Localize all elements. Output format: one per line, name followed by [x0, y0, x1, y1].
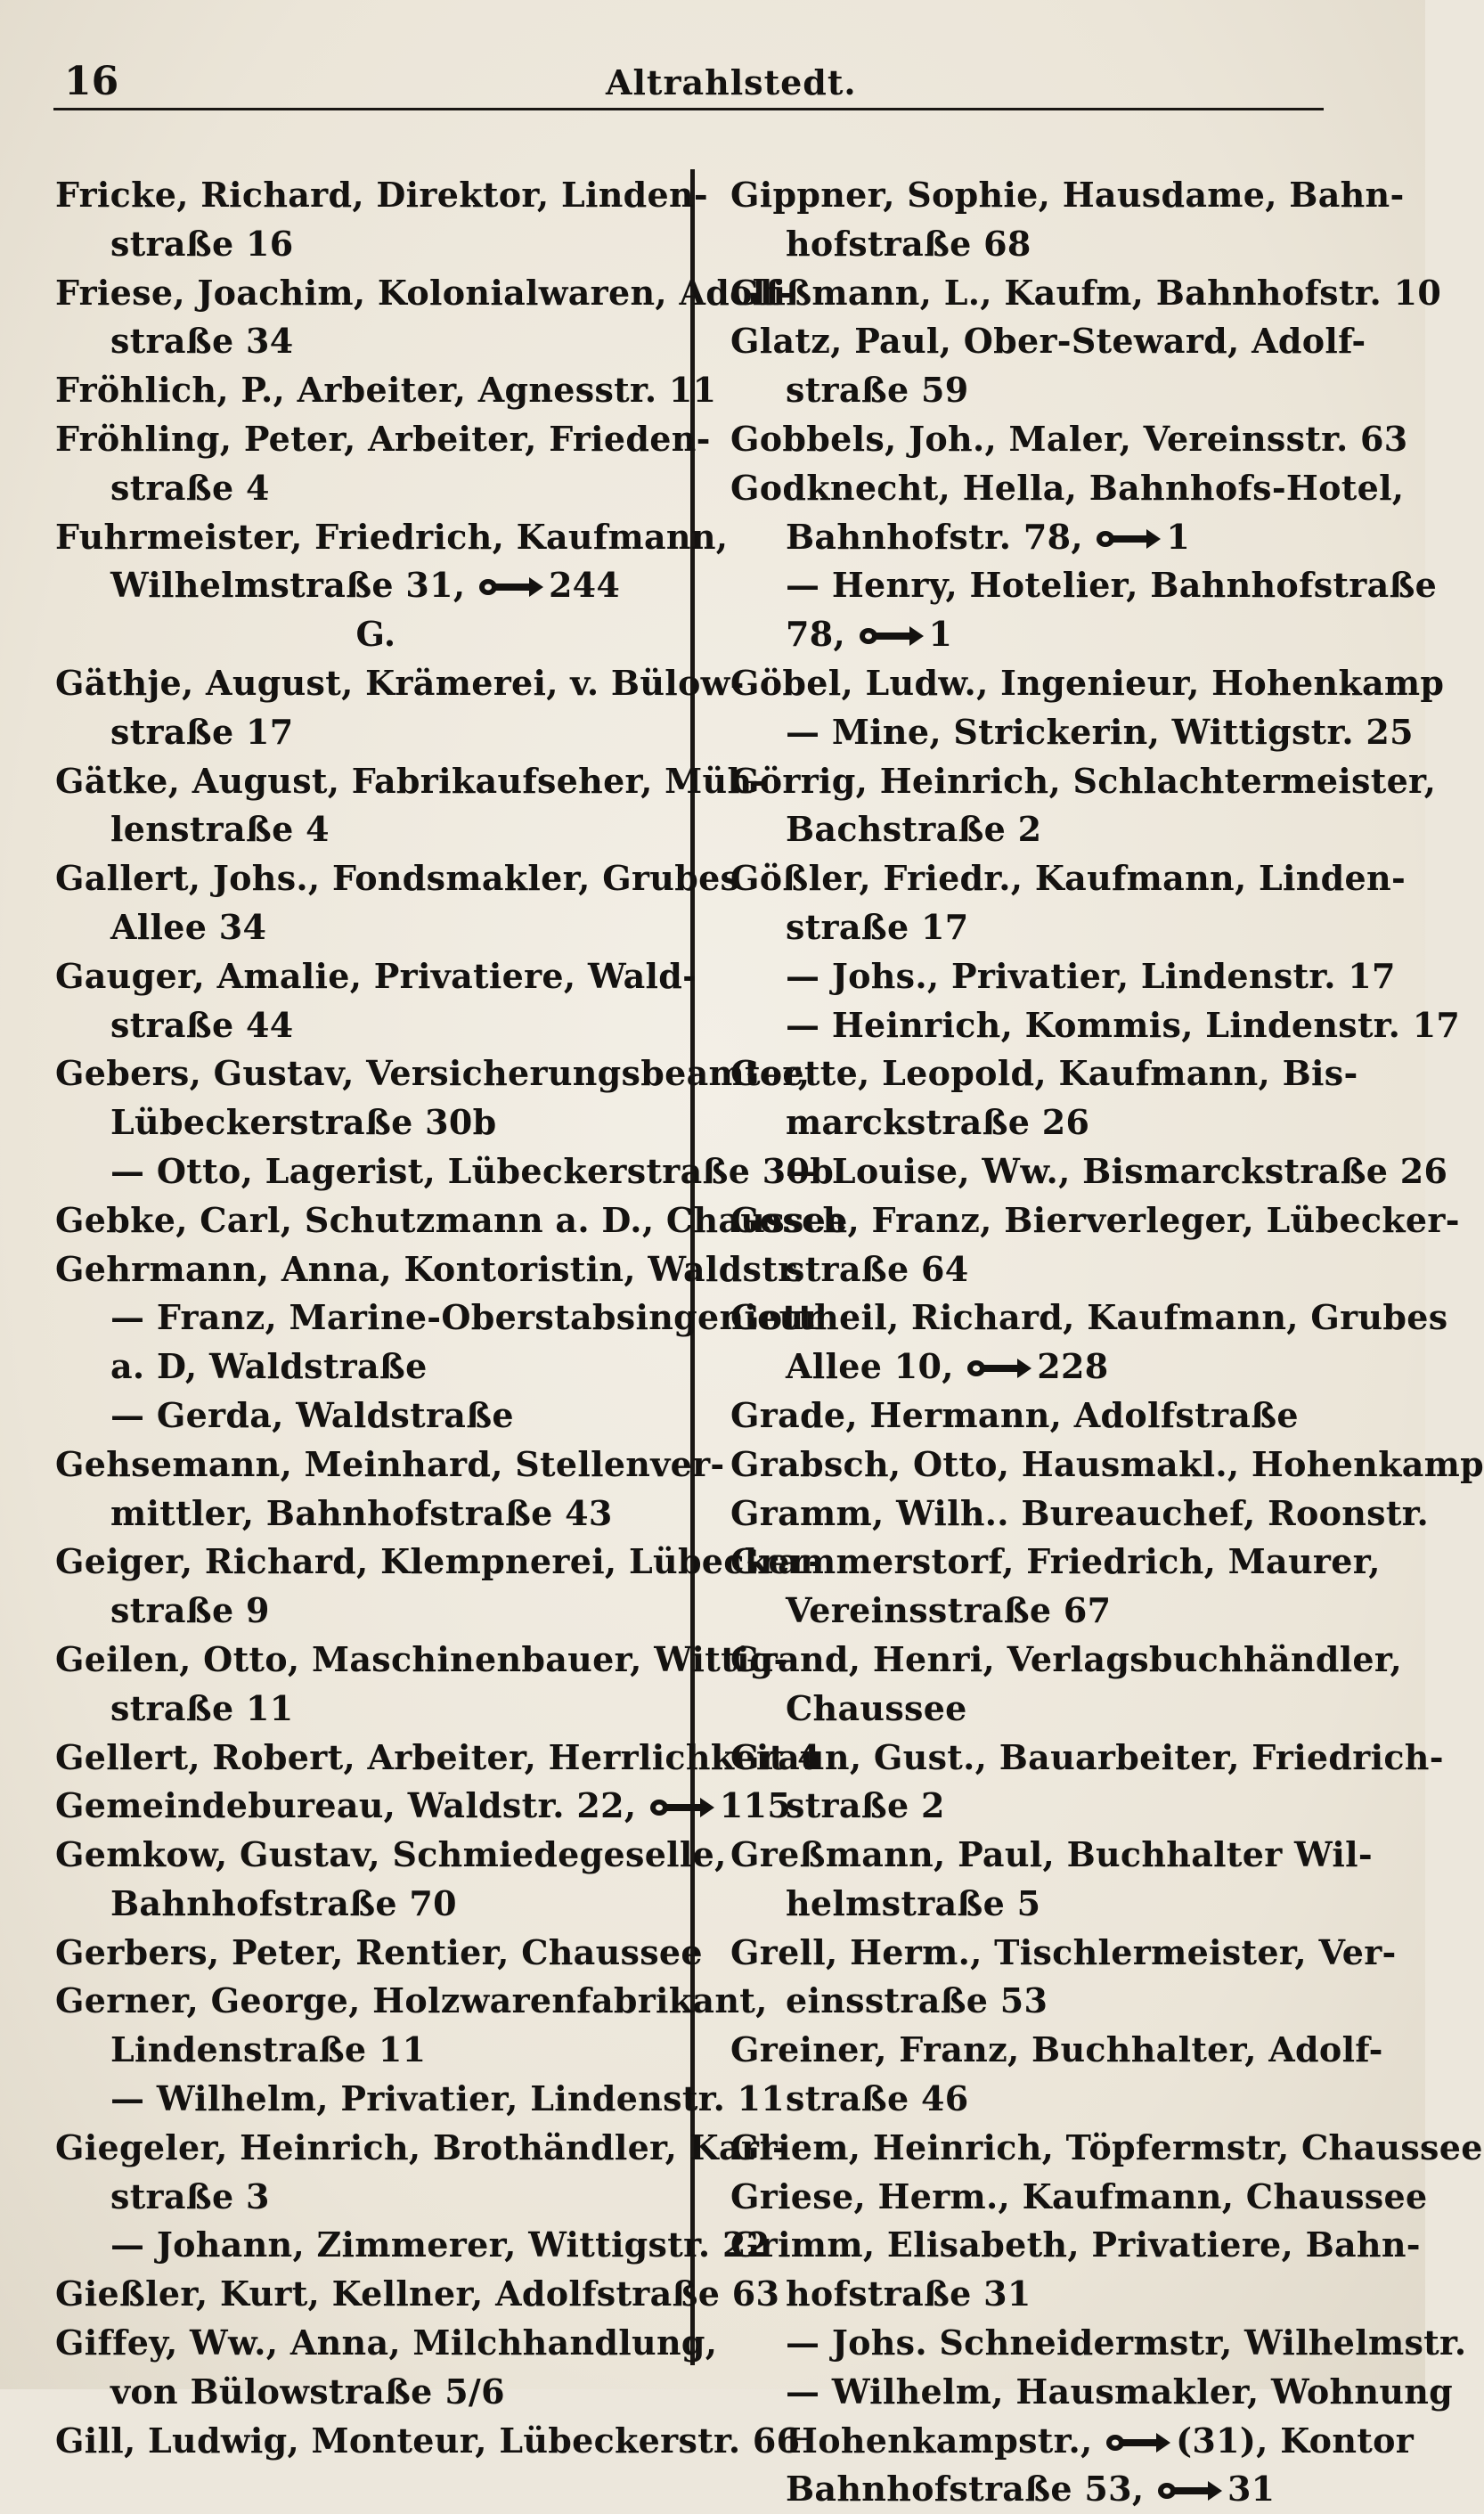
telephone-key-icon [1156, 2479, 1222, 2502]
line-text: a. D, Waldstraße [110, 1346, 428, 1387]
telephone-key-icon [648, 1796, 714, 1819]
line-text: von Bülowstraße 5/6 [110, 2371, 505, 2412]
directory-line [730, 1831, 1390, 1880]
line-text: Allee 10, [786, 1346, 954, 1387]
directory-line [730, 708, 1414, 757]
directory-line [730, 2173, 1428, 2222]
directory-line [730, 1147, 1448, 1196]
telephone-number: 1 [1166, 516, 1191, 557]
telephone-key-icon [858, 624, 924, 648]
directory-line [730, 610, 1390, 659]
directory-line [55, 2173, 697, 2222]
line-text: straße 64 [786, 1248, 969, 1289]
line-text: Gößler, Friedr., Kaufmann, Linden- [730, 858, 1407, 899]
line-text: — Franz, Marine-Oberstabsingenieur [110, 1297, 822, 1338]
telephone-key-icon [1095, 527, 1161, 551]
section-letter [55, 610, 697, 659]
line-text: Gäthje, August, Krämerei, v. Bülow- [55, 662, 745, 703]
directory-line [55, 317, 697, 366]
line-text: Gätke, August, Fabrikaufseher, Müh- [55, 760, 767, 801]
directory-line [55, 708, 697, 757]
telephone-number: 244 [548, 565, 621, 606]
line-text: — Otto, Lagerist, Lübeckerstraße 30b [110, 1150, 835, 1191]
telephone-number: 115 [719, 1785, 792, 1826]
line-text: Gehsemann, Meinhard, Stellenver- [55, 1443, 725, 1484]
line-text: — Wilhelm, Hausmakler, Wohnung [786, 2371, 1454, 2412]
directory-line [55, 2368, 697, 2417]
directory-line [55, 561, 697, 610]
line-text: straße 59 [786, 370, 969, 411]
directory-line [730, 1782, 1390, 1831]
line-text: Fröhling, Peter, Arbeiter, Frieden- [55, 418, 711, 459]
line-text: Hohenkampstr., [786, 2420, 1093, 2461]
telephone-key-icon [966, 1357, 1031, 1380]
line-text: Chaussee [786, 1687, 967, 1728]
directory-line [55, 854, 740, 903]
line-text: Bahnhofstraße 70 [110, 1882, 457, 1923]
line-text: Grade, Hermann, Adolfstraße [730, 1394, 1299, 1435]
line-text: Gehrmann, Anna, Kontoristin, Waldstr. [55, 1248, 805, 1289]
right-column [730, 171, 1484, 2514]
line-text: — Henry, Hotelier, Bahnhofstraße [786, 565, 1438, 606]
directory-line [730, 1929, 1397, 1978]
directory-line [55, 513, 729, 562]
line-text: Greiner, Franz, Buchhalter, Adolf- [730, 2029, 1383, 2070]
line-text: Grimm, Elisabeth, Privatiere, Bahn- [730, 2224, 1421, 2265]
directory-line [55, 1098, 697, 1147]
directory-line [55, 1196, 848, 1245]
line-text: Gallert, Johs., Fondsmakler, Grubes [55, 858, 740, 899]
line-text: Gellert, Robert, Arbeiter, Herrlichkeit 4 [55, 1736, 821, 1777]
directory-line [55, 2221, 771, 2270]
directory-line [730, 952, 1396, 1001]
header-rule [53, 108, 1324, 110]
line-text: Gosch, Franz, Bierverleger, Lübecker- [730, 1199, 1460, 1240]
line-text: Gießler, Kurt, Kellner, Adolfstraße 63 [55, 2273, 780, 2314]
line-text: — Gerda, Waldstraße [110, 1394, 514, 1435]
directory-line [730, 1001, 1461, 1050]
directory-line [730, 2368, 1454, 2417]
telephone-number: 31 [1227, 2469, 1276, 2510]
line-text: Giegeler, Heinrich, Brothändler, Karl- [55, 2126, 787, 2167]
directory-line [730, 1734, 1444, 1783]
line-text: Gill, Ludwig, Monteur, Lübeckerstr. 66 [55, 2420, 801, 2461]
page-title: Altrahlstedt. [606, 62, 857, 102]
line-text: straße 9 [110, 1590, 270, 1631]
line-text: Fröhlich, P., Arbeiter, Agnesstr. 11 [55, 370, 717, 411]
line-text: Geilen, Otto, Maschinenbauer, Wittig- [55, 1638, 788, 1679]
directory-line [730, 1685, 1390, 1734]
directory-line [55, 952, 697, 1001]
directory-line [55, 2417, 801, 2466]
directory-line [55, 1441, 725, 1490]
line-text: — Johann, Zimmerer, Wittigstr. 22 [110, 2224, 771, 2265]
line-text: helmstraße 5 [786, 1882, 1041, 1923]
directory-line [730, 1880, 1390, 1929]
directory-line [55, 1294, 822, 1343]
line-text: lenstraße 4 [110, 809, 330, 850]
line-text: Geiger, Richard, Klempnerei, Lübecker- [55, 1541, 823, 1582]
line-text: Lübeckerstraße 30b [110, 1102, 497, 1143]
line-text: Gebke, Carl, Schutzmann a. D., Chaussee [55, 1199, 848, 1240]
directory-line [55, 1001, 697, 1050]
directory-line [55, 1587, 697, 1636]
directory-line [55, 171, 708, 220]
directory-line [730, 513, 1390, 562]
directory-line [55, 1929, 703, 1978]
directory-line [730, 464, 1405, 513]
directory-line [730, 269, 1442, 318]
line-text: Fuhrmeister, Friedrich, Kaufmann, [55, 516, 729, 557]
directory-line [730, 2075, 1390, 2124]
line-text: Bahnhofstr. 78, [786, 516, 1083, 557]
directory-line [55, 1147, 835, 1196]
line-text: Graun, Gust., Bauarbeiter, Friedrich- [730, 1736, 1444, 1777]
line-text: Grammerstorf, Friedrich, Maurer, [730, 1541, 1381, 1582]
directory-line [730, 1636, 1402, 1685]
directory-line [55, 659, 745, 708]
directory-line [55, 2124, 787, 2173]
directory-line [730, 1977, 1390, 2026]
directory-line [55, 2270, 780, 2319]
line-text: Allee 34 [110, 906, 267, 947]
line-text: straße 4 [110, 467, 270, 508]
directory-line [730, 659, 1445, 708]
directory-line [55, 1831, 727, 1880]
directory-line [55, 1782, 792, 1831]
line-text: straße 46 [786, 2078, 969, 2119]
directory-line [730, 2026, 1390, 2075]
directory-line [730, 171, 1405, 220]
line-text: mittler, Bahnhofstraße 43 [110, 1492, 613, 1533]
line-text: — Johs. Schneidermstr, Wilhelmstr. [786, 2322, 1467, 2363]
line-text: straße 16 [110, 223, 294, 264]
directory-line [55, 903, 697, 952]
line-text: — Heinrich, Kommis, Lindenstr. 17 [786, 1004, 1461, 1045]
line-text: Wilhelmstraße 31, [110, 565, 466, 606]
line-text: Glatz, Paul, Ober-Steward, Adolf- [730, 321, 1366, 362]
directory-line [55, 1636, 788, 1685]
line-text: straße 11 [110, 1687, 294, 1728]
line-text: Gramm, Wilh.. Bureauchef, Roonstr. [730, 1492, 1430, 1533]
line-text: Gobbels, Joh., Maler, Vereinsstr. 63 [730, 418, 1408, 459]
line-text: hofstraße 31 [786, 2273, 1031, 2314]
directory-line [730, 1392, 1390, 1441]
line-text: Vereinsstraße 67 [786, 1590, 1112, 1631]
directory-line [55, 1049, 811, 1098]
line-text: marckstraße 26 [786, 1102, 1090, 1143]
directory-line [730, 1049, 1390, 1098]
line-text: Gemeindebureau, Waldstr. 22, [55, 1785, 637, 1826]
directory-line [730, 1538, 1390, 1587]
directory-line [55, 415, 711, 464]
directory-line [55, 464, 697, 513]
directory-line [55, 366, 717, 415]
line-text: straße 17 [110, 711, 294, 752]
line-text: Giffey, Ww., Anna, Milchhandlung, [55, 2322, 718, 2363]
directory-line [55, 2075, 786, 2124]
line-text: Gemkow, Gustav, Schmiedegeselle, [55, 1834, 727, 1875]
line-text: Grell, Herm., Tischlermeister, Ver- [730, 1931, 1397, 1972]
line-text: 78, [786, 614, 846, 655]
line-text: — Louise, Ww., Bismarckstraße 26 [786, 1150, 1448, 1191]
directory-line [730, 2465, 1390, 2514]
directory-line [55, 1392, 697, 1441]
directory-line [55, 220, 697, 269]
line-text: Glißmann, L., Kaufm, Bahnhofstr. 10 [730, 272, 1442, 313]
line-text: Gottheil, Richard, Kaufmann, Grubes [730, 1297, 1448, 1338]
directory-line [55, 757, 767, 806]
directory-line [730, 1294, 1448, 1343]
line-text: Gippner, Sophie, Hausdame, Bahn- [730, 175, 1405, 215]
line-text: — Wilhelm, Privatier, Lindenstr. 11 [110, 2078, 786, 2119]
line-text: Greßmann, Paul, Buchhalter Wil- [730, 1834, 1373, 1875]
line-text: Friese, Joachim, Kolonialwaren, Adolf- [55, 272, 794, 313]
line-text: Goette, Leopold, Kaufmann, Bis- [730, 1053, 1358, 1094]
directory-line [730, 561, 1438, 610]
directory-line [730, 1343, 1390, 1392]
directory-line [730, 220, 1390, 269]
directory-line [730, 1490, 1430, 1539]
line-text: Grand, Henri, Verlagsbuchhändler, [730, 1638, 1402, 1679]
line-text: Gauger, Amalie, Privatiere, Wald- [55, 955, 697, 996]
line-text: Griem, Heinrich, Töpfermstr, Chaussee [730, 2126, 1483, 2167]
directory-line [730, 2221, 1421, 2270]
line-text: — Johs., Privatier, Lindenstr. 17 [786, 955, 1396, 996]
directory-line [55, 1977, 768, 2026]
line-text: — Mine, Strickerin, Wittigstr. 25 [786, 711, 1414, 752]
directory-line [55, 269, 794, 318]
directory-line [730, 317, 1390, 366]
telephone-number: 228 [1037, 1346, 1109, 1387]
directory-line [55, 1245, 805, 1294]
directory-line [730, 366, 1390, 415]
directory-line [730, 903, 1390, 952]
line-text: straße 3 [110, 2175, 270, 2216]
line-text: Godknecht, Hella, Bahnhofs-Hotel, [730, 467, 1405, 508]
directory-line [730, 2319, 1467, 2368]
directory-line [730, 1441, 1484, 1490]
directory-line [55, 1685, 697, 1734]
line-text: Bahnhofstraße 53, [786, 2469, 1145, 2510]
directory-line [55, 1880, 697, 1929]
line-text: G. [355, 614, 396, 655]
line-text: hofstraße 68 [786, 223, 1031, 264]
directory-line [55, 2319, 718, 2368]
directory-line [730, 1587, 1390, 1636]
line-text: einsstraße 53 [786, 1980, 1048, 2021]
telephone-number: (31), Kontor [1176, 2420, 1415, 2461]
directory-line [730, 805, 1390, 854]
directory-line [55, 805, 697, 854]
directory-line [730, 1098, 1390, 1147]
directory-line [730, 1196, 1460, 1245]
directory-line [730, 854, 1407, 903]
line-text: Grabsch, Otto, Hausmakl., Hohenkamp [730, 1443, 1484, 1484]
directory-line [55, 1490, 697, 1539]
line-text: straße 2 [786, 1785, 945, 1826]
line-text: Bachstraße 2 [786, 809, 1042, 850]
line-text: Gebers, Gustav, Versicherungsbeamter, [55, 1053, 811, 1094]
directory-line [730, 2124, 1483, 2173]
telephone-key-icon [477, 575, 543, 599]
line-text: Lindenstraße 11 [110, 2029, 427, 2070]
line-text: Gerner, George, Holzwarenfabrikant, [55, 1980, 768, 2021]
line-text: Gerbers, Peter, Rentier, Chaussee [55, 1931, 703, 1972]
directory-line [55, 1538, 823, 1587]
page-number: 16 [64, 59, 119, 104]
line-text: Griese, Herm., Kaufmann, Chaussee [730, 2175, 1428, 2216]
directory-line [730, 2270, 1390, 2319]
directory-line [730, 415, 1408, 464]
telephone-number: 1 [928, 614, 953, 655]
directory-line [730, 1245, 1390, 1294]
line-text: Fricke, Richard, Direktor, Linden- [55, 175, 708, 215]
line-text: straße 34 [110, 321, 294, 362]
directory-line [55, 1734, 821, 1783]
line-text: straße 17 [786, 906, 969, 947]
line-text: straße 44 [110, 1004, 294, 1045]
telephone-key-icon [1105, 2431, 1170, 2454]
line-text: Göbel, Ludw., Ingenieur, Hohenkamp [730, 662, 1445, 703]
directory-line [730, 2417, 1415, 2466]
line-text: Görrig, Heinrich, Schlachtermeister, [730, 760, 1437, 801]
directory-line [55, 1343, 697, 1392]
directory-line [55, 2026, 697, 2075]
directory-line [730, 757, 1437, 806]
